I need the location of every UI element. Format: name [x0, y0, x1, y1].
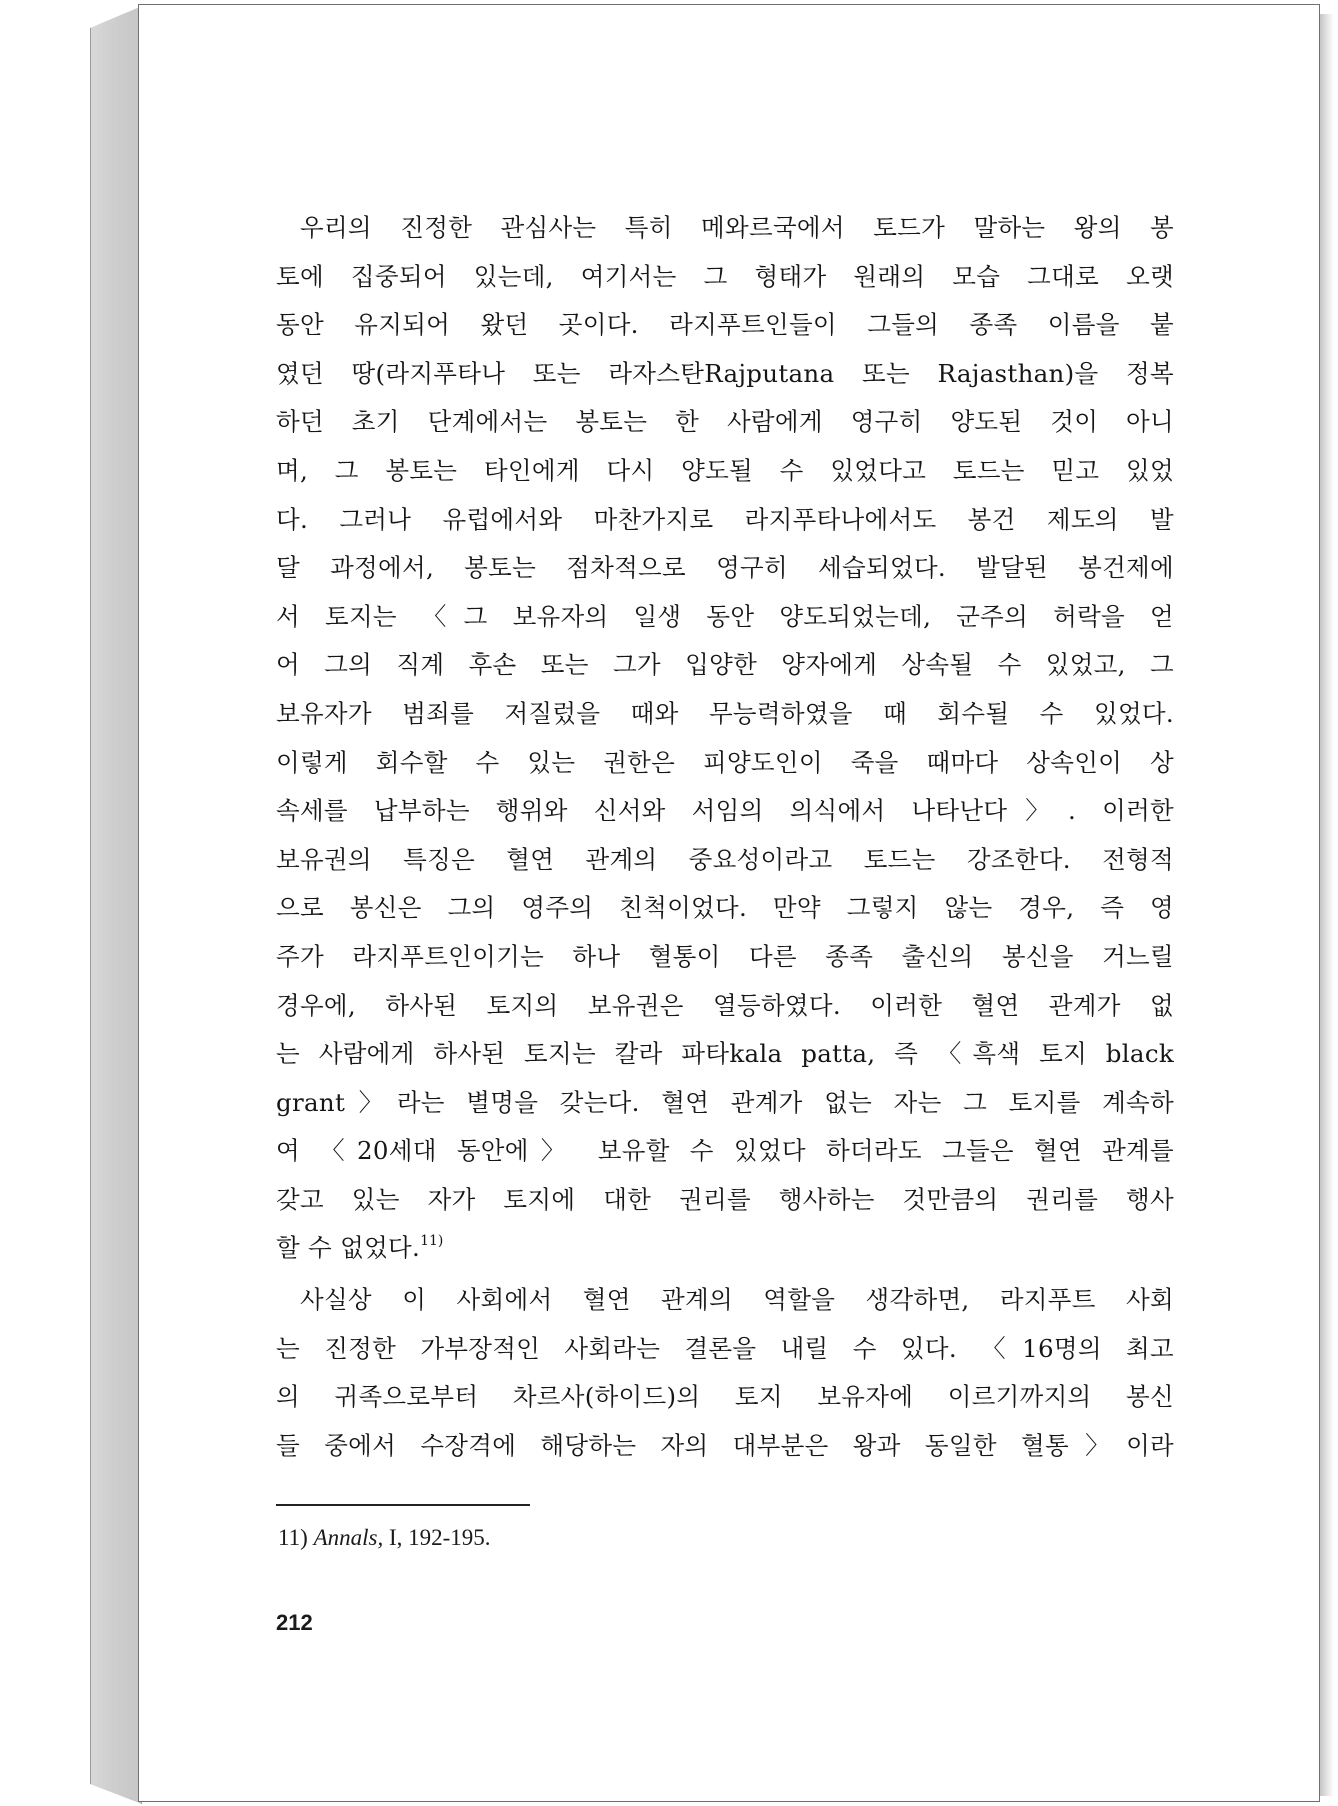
body-line: 보유권의 특징은 혈연 관계의 중요성이라고 토드는 강조한다. 전형적 [276, 844, 1174, 874]
body-line: 는 사람에게 하사된 토지는 칼라 파타kala patta, 즉 〈흑색 토지 black [276, 1039, 1174, 1069]
body-line: 달 과정에서, 봉토는 점차적으로 영구히 세습되었다. 발달된 봉건제에 [276, 553, 1174, 583]
body-line: 어 그의 직계 후손 또는 그가 입양한 양자에게 상속될 수 있었고, 그 [276, 650, 1174, 680]
footnote-number: 11) [278, 1525, 308, 1550]
footnote-reference[interactable]: 11) [420, 1233, 444, 1250]
page-number: 212 [276, 1610, 313, 1635]
body-line: 며, 그 봉토는 타인에게 다시 양도될 수 있었다고 토드는 믿고 있었 [276, 455, 1174, 485]
body-line: 이렇게 회수할 수 있는 권한은 피양도인이 죽을 때마다 상속인이 상 [276, 747, 1174, 777]
body-line: 여 〈20세대 동안에〉 보유할 수 있었다 하더라도 그들은 혈연 관계를 [276, 1136, 1174, 1166]
footnote [278, 1522, 491, 1554]
body-line-with-footnote [276, 1224, 1174, 1273]
body-line: 는 진정한 가부장적인 사회라는 결론을 내릴 수 있다. 〈16명의 최고 [276, 1333, 1174, 1363]
body-line: 다. 그러나 유럽에서와 마찬가지로 라지푸타나에서도 봉건 제도의 발 [276, 504, 1174, 534]
body-line: 서 토지는 〈그 보유자의 일생 동안 양도되었는데, 군주의 허락을 얻 [276, 601, 1174, 631]
body-line: 였던 땅(라지푸타나 또는 라자스탄Rajputana 또는 Rajasthan)을 정복 [276, 358, 1174, 388]
body-line: 속세를 납부하는 행위와 신서와 서임의 의식에서 나타난다〉. 이러한 [276, 796, 1174, 826]
body-line: 보유자가 범죄를 저질렀을 때와 무능력하였을 때 회수될 수 있었다. [276, 698, 1174, 728]
body-line-text: 할 수 없었다. [276, 1233, 421, 1263]
footnote-divider [276, 1504, 530, 1506]
body-line: 경우에, 하사된 토지의 보유권은 열등하였다. 이러한 혈연 관계가 없 [276, 990, 1174, 1020]
footnote-title: Annals, [313, 1525, 384, 1550]
body-line: 우리의 진정한 관심사는 특히 메와르국에서 토드가 말하는 왕의 봉 [300, 213, 1174, 242]
body-line: 주가 라지푸트인이기는 하나 혈통이 다른 종족 출신의 봉신을 거느릴 [276, 941, 1174, 971]
body-text [276, 204, 1174, 1470]
body-line: grant〉라는 별명을 갖는다. 혈연 관계가 없는 자는 그 토지를 계속하 [276, 1087, 1174, 1117]
body-line: 의 귀족으로부터 차르사(하이드)의 토지 보유자에 이르기까지의 봉신 [276, 1382, 1174, 1412]
page-edge-shadow [1318, 14, 1334, 1796]
book-spine [90, 6, 142, 1804]
body-line: 갖고 있는 자가 토지에 대한 권리를 행사하는 것만큼의 권리를 행사 [276, 1184, 1174, 1214]
body-line: 토에 집중되어 있는데, 여기서는 그 형태가 원래의 모습 그대로 오랫 [276, 261, 1174, 291]
body-line: 하던 초기 단계에서는 봉토는 한 사람에게 영구히 양도된 것이 아니 [276, 407, 1174, 437]
body-line: 사실상 이 사회에서 혈연 관계의 역할을 생각하면, 라지푸트 사회 [300, 1285, 1174, 1315]
body-line: 동안 유지되어 왔던 곳이다. 라지푸트인들이 그들의 종족 이름을 붙 [276, 310, 1174, 340]
footnote-reference-text: I, 192-195. [388, 1525, 491, 1550]
body-line: 들 중에서 수장격에 해당하는 자의 대부분은 왕과 동일한 혈통〉이라 [276, 1430, 1174, 1460]
body-line: 으로 봉신은 그의 영주의 친척이었다. 만약 그렇지 않는 경우, 즉 영 [276, 893, 1174, 923]
